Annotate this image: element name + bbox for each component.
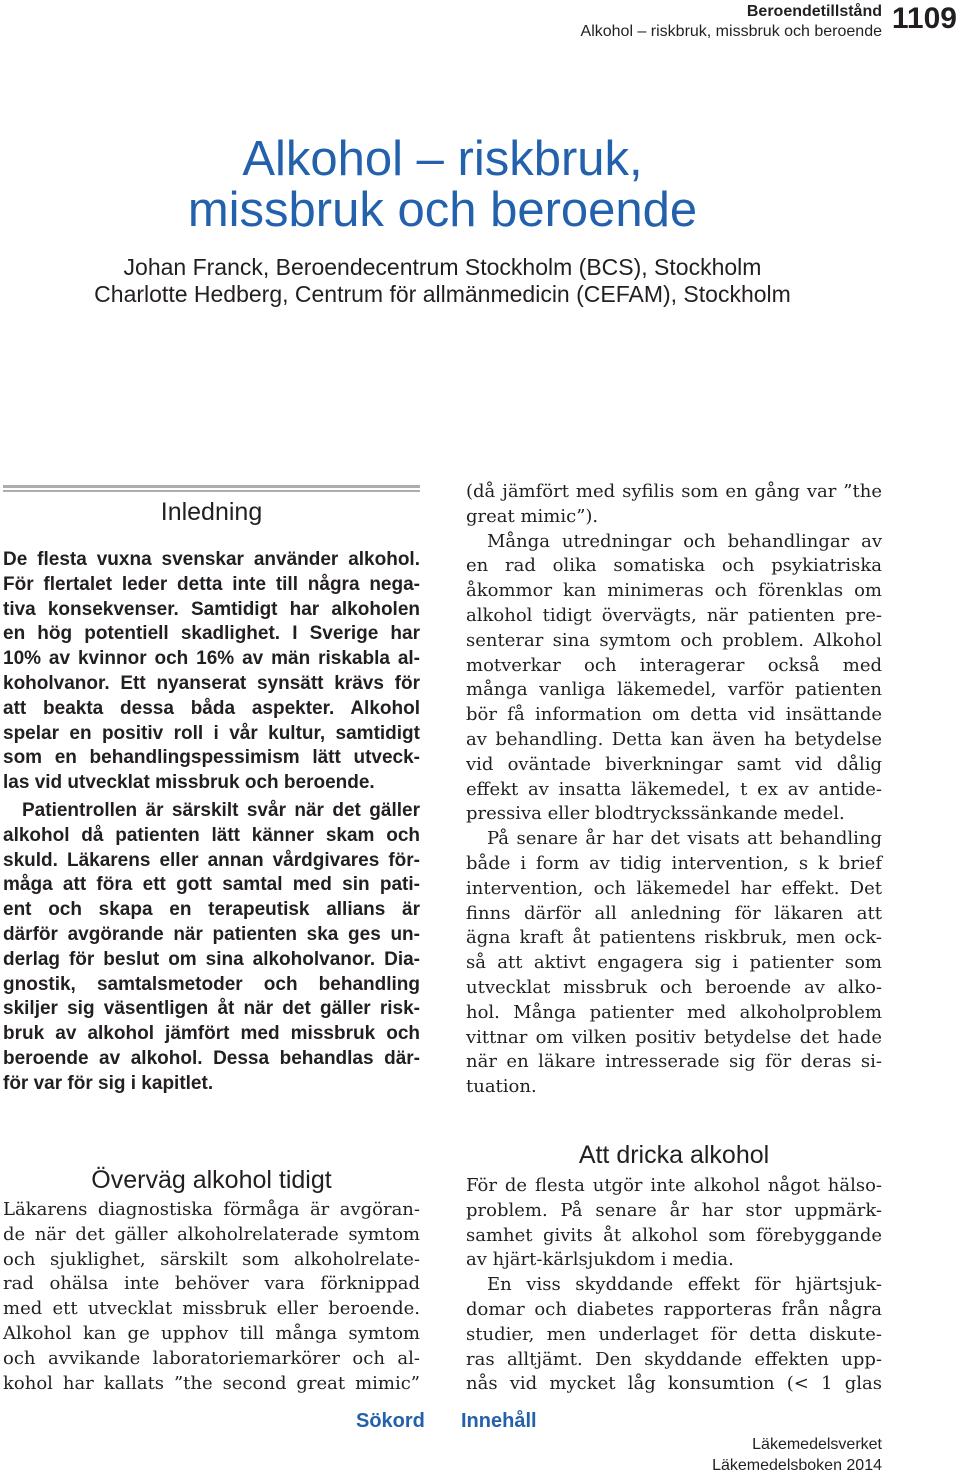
text-line: domar och diabetes rapporteras från några: [466, 1298, 882, 1320]
title-line: missbruk och beroende: [187, 183, 698, 237]
text-line: problem. På senare år har stor uppmärk-: [466, 1199, 882, 1221]
running-header: [581, 2, 882, 42]
text-line: Alkohol kan ge upphov till många symtom: [3, 1322, 420, 1344]
text-line: med ett utvecklat missbruk eller beroende.: [3, 1298, 420, 1320]
text-line: ent och skapa en terapeutisk allians är: [3, 899, 420, 921]
intro-text: [3, 548, 420, 1097]
text-line: ägna kraft åt patientens riskbruk, men ock-: [466, 927, 882, 949]
text-line: intervention, och läkemedel har effekt. Det: [466, 877, 882, 899]
text-line: vittnar om vilken positiv betydelse det hade: [466, 1026, 882, 1048]
text-line: spelar en positiv roll i vår kultur, samtidigt: [3, 722, 420, 744]
text-line: alkohol tidigt övervägts, när patienten pre-: [466, 604, 882, 626]
text-line: koholvanor. Ett nyanserat synsätt krävs för: [3, 672, 420, 694]
text-line: samhet givits åt alkohol som förebyggande: [466, 1224, 882, 1246]
text-line: av hjärt-kärlsjukdom i media.: [466, 1249, 734, 1271]
paragraph: [466, 1174, 882, 1273]
authors: [0, 254, 885, 308]
intro-rule: [3, 490, 420, 492]
text-line: måga att föra ett gott samtal med sin pati-: [3, 874, 420, 896]
title-line: Alkohol – riskbruk,: [242, 132, 643, 186]
page-number: 1109: [891, 2, 957, 35]
section-heading-drinking: Att dricka alkohol: [578, 1141, 770, 1169]
text-line: kohol har kallats ”the second great mimic”: [3, 1372, 420, 1394]
text-line: som en behandlingspessimism lätt utveck-: [3, 747, 420, 769]
text-line: för var för sig i kapitlet.: [3, 1072, 214, 1094]
paragraph: [466, 530, 882, 828]
text-line: skuld. Läkarens eller annan vårdgivares för-: [3, 849, 420, 871]
text-line: De flesta vuxna svenskar använder alkohol.: [3, 549, 420, 570]
text-line: bör få information om detta vid insättande: [466, 704, 882, 726]
text-line: 10% av kvinnor och 16% av män riskabla al-: [3, 648, 420, 670]
text-line: finns därför all anledning för läkaren att: [466, 902, 882, 924]
text-line: skiljer sig väsentligen åt när det gäller risk-: [3, 998, 420, 1020]
text-line: studier, men underlaget för detta diskute-: [466, 1323, 882, 1345]
text-line: Läkarens diagnostiska förmåga är avgöran-: [3, 1199, 420, 1220]
text-line: tuation.: [466, 1076, 537, 1098]
text-line: en rad olika somatiska och psykiatriska: [466, 555, 882, 577]
text-line: när en läkare intresserade sig för deras si-: [466, 1051, 882, 1073]
chapter-title: Beroendetillstånd: [746, 3, 882, 20]
text-line: bruk av alkohol jämfört med missbruk och: [3, 1023, 420, 1045]
body-text-right: [466, 480, 882, 1100]
text-line: gnostik, samtalsmetoder och behandling: [3, 973, 420, 995]
text-line: Många utredningar och behandlingar av: [487, 530, 882, 552]
search-terms-link[interactable]: Sökord: [356, 1410, 425, 1432]
paragraph: [466, 827, 882, 1100]
text-line: både i form av tidig intervention, s k brief: [466, 852, 882, 874]
text-line: att beakta dessa båda aspekter. Alkohol: [3, 697, 420, 719]
text-line: så att aktivt engagera sig i patienter som: [466, 952, 882, 974]
text-line: senterar sina symtom och problem. Alkohol: [466, 629, 882, 651]
text-line: vid oväntade biverkningar samt vid dålig: [466, 753, 882, 775]
text-line: tiva konsekvenser. Samtidigt har alkoholen: [3, 598, 420, 620]
intro-rule: [3, 485, 420, 488]
section-heading-intro: Inledning: [160, 498, 263, 526]
text-line: hol. Många patienter med alkoholproblem: [466, 1001, 882, 1023]
text-line: ras alltjämt. Den skyddande effekten upp-: [466, 1348, 882, 1370]
table-of-contents-link[interactable]: Innehåll: [461, 1410, 537, 1432]
text-line: (då jämfört med syfilis som en gång var ”the: [466, 481, 882, 502]
text-line: åkommor kan minimeras och förenklas om: [466, 580, 882, 602]
paragraph: [3, 548, 420, 796]
text-line: och avvikande laboratoriemarkörer och al-: [3, 1347, 420, 1369]
text-line: En viss skyddande effekt för hjärtsjuk-: [487, 1274, 882, 1296]
book-title: Läkemedelsboken 2014: [712, 1457, 882, 1474]
publisher-name: Läkemedelsverket: [752, 1436, 882, 1453]
section-title: Alkohol – riskbruk, missbruk och beroende: [580, 23, 882, 40]
text-line: av behandling. Detta kan även ha betydelse: [466, 728, 882, 750]
publisher-footer: [712, 1434, 882, 1476]
text-line: och sjuklighet, särskilt som alkoholrelate-: [3, 1248, 420, 1270]
text-line: Patientrollen är särskilt svår när det gäller: [22, 799, 420, 821]
text-line: derlag för beslut om sina alkoholvanor. Dia-: [3, 948, 420, 970]
text-line: alkohol då patienten lätt känner skam och: [3, 824, 420, 846]
text-line: las vid utvecklat missbruk och beroende.: [3, 772, 375, 794]
paragraph: [466, 480, 882, 530]
text-line: många vanliga läkemedel, varför patienten: [466, 679, 882, 701]
text-line: För flertalet leder detta inte till några nega-: [3, 573, 420, 595]
text-line: pressiva eller blodtryckssänkande medel.: [466, 803, 845, 825]
text-line: nås vid mycket låg konsumtion (< 1 glas: [466, 1373, 882, 1395]
author-line: Charlotte Hedberg, Centrum för allmänmedicin (CEFAM), Stockholm: [94, 281, 791, 307]
author-line: Johan Franck, Beroendecentrum Stockholm (BCS), Stockholm: [123, 254, 762, 280]
drinking-text: [466, 1174, 882, 1397]
text-line: effekt av insatta läkemedel, t ex av antide-: [466, 778, 882, 800]
text-line: great mimic”).: [466, 505, 599, 527]
paragraph: [3, 799, 420, 1097]
early-detection-text: [3, 1198, 420, 1396]
section-heading-early-detection: Överväg alkohol tidigt: [91, 1166, 332, 1194]
article-title: [0, 134, 885, 236]
text-line: För de flesta utgör inte alkohol något hälso-: [466, 1175, 882, 1196]
paragraph: [466, 1273, 882, 1397]
paragraph: [3, 1198, 420, 1396]
text-line: en hög potentiell skadlighet. I Sverige har: [3, 623, 420, 645]
text-line: rad ohälsa inte behöver vara förknippad: [3, 1273, 420, 1295]
text-line: beroende av alkohol. Dessa behandlas där-: [3, 1047, 420, 1069]
text-line: därför avgörande när patienten ska ges un-: [3, 923, 420, 945]
text-line: utvecklat missbruk och beroende av alko-: [466, 976, 882, 998]
text-line: de när det gäller alkoholrelaterade symtom: [3, 1223, 420, 1245]
text-line: På senare år har det visats att behandling: [487, 828, 882, 850]
text-line: motverkar och interagerar också med: [466, 654, 882, 676]
